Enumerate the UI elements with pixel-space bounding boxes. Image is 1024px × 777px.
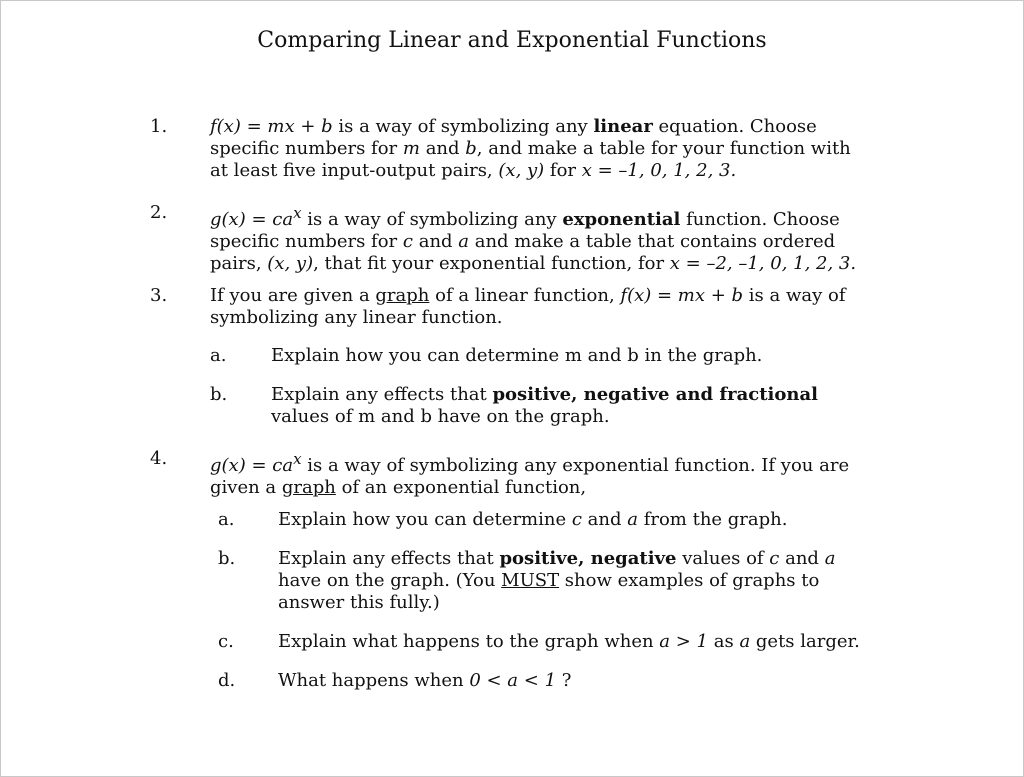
item-number-1: 1. <box>150 116 168 137</box>
item4-g-expr: $g(x) = ca^x$ <box>210 450 302 476</box>
item3-sub-letter-a: a. <box>210 345 227 366</box>
item-text-4: $g(x) = ca^x$ is a way of symbolizing any exponential function. If you are given a graph of an exponential function, <box>210 450 850 498</box>
item-number-2: 2. <box>150 202 168 223</box>
page-title: Comparing Linear and Exponential Functions <box>257 28 767 53</box>
item2-g-expr: $g(x) = ca^x$ <box>210 204 302 230</box>
item4-sub-letter-a: a. <box>218 509 235 530</box>
item3-sub-letter-b: b. <box>210 384 228 405</box>
item-number-4: 4. <box>150 448 168 469</box>
item-text-2: $g(x) = ca^x$ is a way of symbolizing any exponential function. Choose specific numbers for c and a and make a table that contains ordered pairs, (x, y), that fit your exponential function, for x = –2, –1, 0, 1, 2, 3. <box>210 204 857 274</box>
item4-sub-letter-d: d. <box>218 670 236 691</box>
item3-sub-text-b: Explain any effects that positive, negative and fractional values of m and b have on the graph. <box>271 384 818 427</box>
item4-sub-text-d: What happens when 0 < a < 1 ? <box>278 670 572 691</box>
item4-sub-letter-c: c. <box>218 631 234 652</box>
item4-sub-text-c: Explain what happens to the graph when a > 1 as a gets larger. <box>278 631 860 652</box>
item1-f-expr: f(x) = mx + b <box>210 116 333 137</box>
item4-sub-letter-b: b. <box>218 548 236 569</box>
item4-sub-text-b: Explain any effects that positive, negative values of c and a have on the graph. (You MUST show examples of graphs to answer this fully.) <box>278 548 836 613</box>
item-number-3: 3. <box>150 285 168 306</box>
item-text-1: f(x) = mx + b is a way of symbolizing any linear equation. Choose specific numbers for m and b, and make a table for your function with at least five input-output pairs, (x, y) for x = –1, 0, 1, 2, 3. <box>210 116 851 181</box>
item3-sub-text-a: Explain how you can determine m and b in the graph. <box>271 345 763 366</box>
item-text-3: If you are given a graph of a linear function, f(x) = mx + b is a way of symbolizing any linear function. <box>210 285 846 328</box>
item4-sub-text-a: Explain how you can determine c and a from the graph. <box>278 509 788 530</box>
